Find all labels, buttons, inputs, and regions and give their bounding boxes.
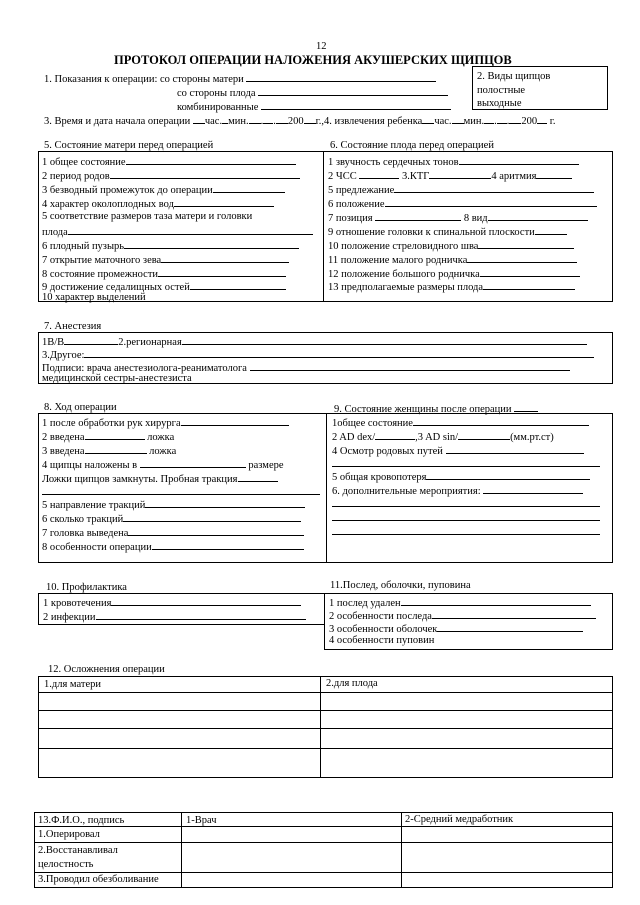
page-number: 12 (316, 41, 327, 52)
placenta-4: 4 особенности пуповин (329, 635, 435, 646)
mother-item-3: 3 безводный промежуток до операции (42, 183, 285, 197)
complications-mother: 1.для матери (44, 679, 101, 690)
sign-row-operated: 1.Оперировал (38, 829, 100, 840)
operation-time-line: 3. Время и дата начала операции час. мин. . . 200 г.,4. извлечения ребенка час. мин. . . 200 г. (44, 116, 556, 127)
mother-item-2: 2 период родов (42, 169, 300, 183)
course-1: 1 после обработки рук хирурга (42, 416, 289, 430)
course-7: 6 сколько тракций (42, 512, 301, 526)
anesthesia-title: 7. Анестезия (44, 321, 102, 332)
indications-combined: комбинированные (177, 100, 451, 114)
indications-fetus: со стороны плода (177, 86, 448, 100)
mother-item-6: 6 плодный пузырь (42, 239, 299, 253)
anesthesia-line-1: 1В/В 2.регионарная (42, 335, 587, 349)
mother-item-8: 8 состояние промежности (42, 267, 286, 281)
complications-fetus: 2.для плода (326, 678, 378, 689)
fetus-item-2: 2 ЧСС 3.КТГ 4 аритмия (328, 169, 572, 183)
mother-item-5: 5 соответствие размеров таза матери и головки (42, 211, 253, 222)
fetus-item-9: 9 отношение головки к спинальной плоскости (328, 225, 567, 239)
mother-item-7: 7 открытие маточного зева (42, 253, 289, 267)
sign-row-anesthesia: 3.Проводил обезболивание (38, 874, 159, 885)
fetus-item-11: 11 положение малого родничка (328, 253, 577, 267)
woman-state-title: 9. Состояние женщины после операции (334, 402, 538, 416)
fetus-item-10: 10 положение стреловидного шва (328, 239, 574, 253)
sign-header-name: 13.Ф.И.О., подпись (38, 815, 125, 826)
fetus-item-1: 1 звучность сердечных тонов (328, 155, 579, 169)
prevention-2: 2 инфекции (43, 610, 306, 624)
forceps-outlet: выходные (477, 98, 522, 109)
woman-1: 1общее состояние (332, 416, 589, 430)
woman-5: 6. дополнительные мероприятия: (332, 484, 583, 498)
operation-course-title: 8. Ход операции (44, 402, 117, 413)
forceps-cavity: полостные (477, 85, 526, 96)
complications-title: 12. Осложнения операции (48, 664, 165, 675)
woman-3: 4 Осмотр родовых путей (332, 444, 584, 458)
sign-row-restored-2: целостность (38, 859, 94, 870)
course-3: 3 введена ложка (42, 446, 177, 457)
sign-header-nurse: 2-Средний медработник (405, 814, 514, 825)
course-9: 8 особенности операции (42, 540, 304, 554)
mother-item-10: 10 характер выделений (42, 292, 146, 303)
course-5: Ложки щипцов замкнуты. Пробная тракция (42, 472, 278, 486)
sign-header-doctor: 1-Врач (186, 815, 217, 826)
anesthesia-line-4: медицинской сестры-анестезиста (42, 373, 192, 384)
mother-item-1: 1 общее состояние (42, 155, 296, 169)
forceps-types-title: 2. Виды щипцов (477, 71, 551, 82)
course-2: 2 введена ложка (42, 432, 175, 443)
fetus-state-title: 6. Состояние плода перед операцией (330, 140, 494, 151)
placenta-2: 2 особенности последа (329, 609, 596, 623)
prevention-1: 1 кровотечения (43, 596, 301, 610)
placenta-1: 1 послед удален (329, 596, 591, 610)
placenta-title: 11.Послед, оболочки, пуповина (330, 580, 471, 591)
fetus-item-5: 5 предлежание (328, 183, 594, 197)
anesthesia-line-2: 3.Другое: (42, 348, 594, 362)
mother-state-title: 5. Состояние матери перед операцией (44, 140, 214, 151)
course-8: 7 головка выведена (42, 526, 304, 540)
page-title: ПРОТОКОЛ ОПЕРАЦИИ НАЛОЖЕНИЯ АКУШЕРСКИХ ЩИПЦОВ (114, 53, 512, 67)
woman-4: 5 общая кровопотеря (332, 470, 590, 484)
mother-item-5b: плода (42, 225, 313, 239)
prevention-title: 10. Профилактика (46, 582, 127, 593)
mother-item-4: 4 характер околоплодных вод (42, 197, 274, 211)
anesthesia-line-3: Подписи: врача анестезиолога-реаниматолога (42, 361, 570, 375)
mother-item-9: 9 достижение седалищных остей (42, 280, 286, 294)
fetus-item-7: 7 позиция 8 вид (328, 211, 588, 225)
course-4: 4 щипцы наложены в размере (42, 460, 284, 471)
fetus-item-13: 13 предполагаемые размеры плода (328, 280, 575, 294)
indications-mother: 1. Показания к операции: со стороны матери (44, 72, 436, 86)
fetus-item-6: 6 положение (328, 197, 597, 211)
woman-2: 2 AD dex/ ,3 AD sin/ (мм.рт.ст) (332, 432, 554, 443)
fetus-item-12: 12 положение большого родничка (328, 267, 580, 281)
sign-row-restored-1: 2.Восстанавливал (38, 845, 118, 856)
placenta-3: 3 особенности оболочек (329, 622, 583, 636)
course-6: 5 направление тракций (42, 498, 305, 512)
